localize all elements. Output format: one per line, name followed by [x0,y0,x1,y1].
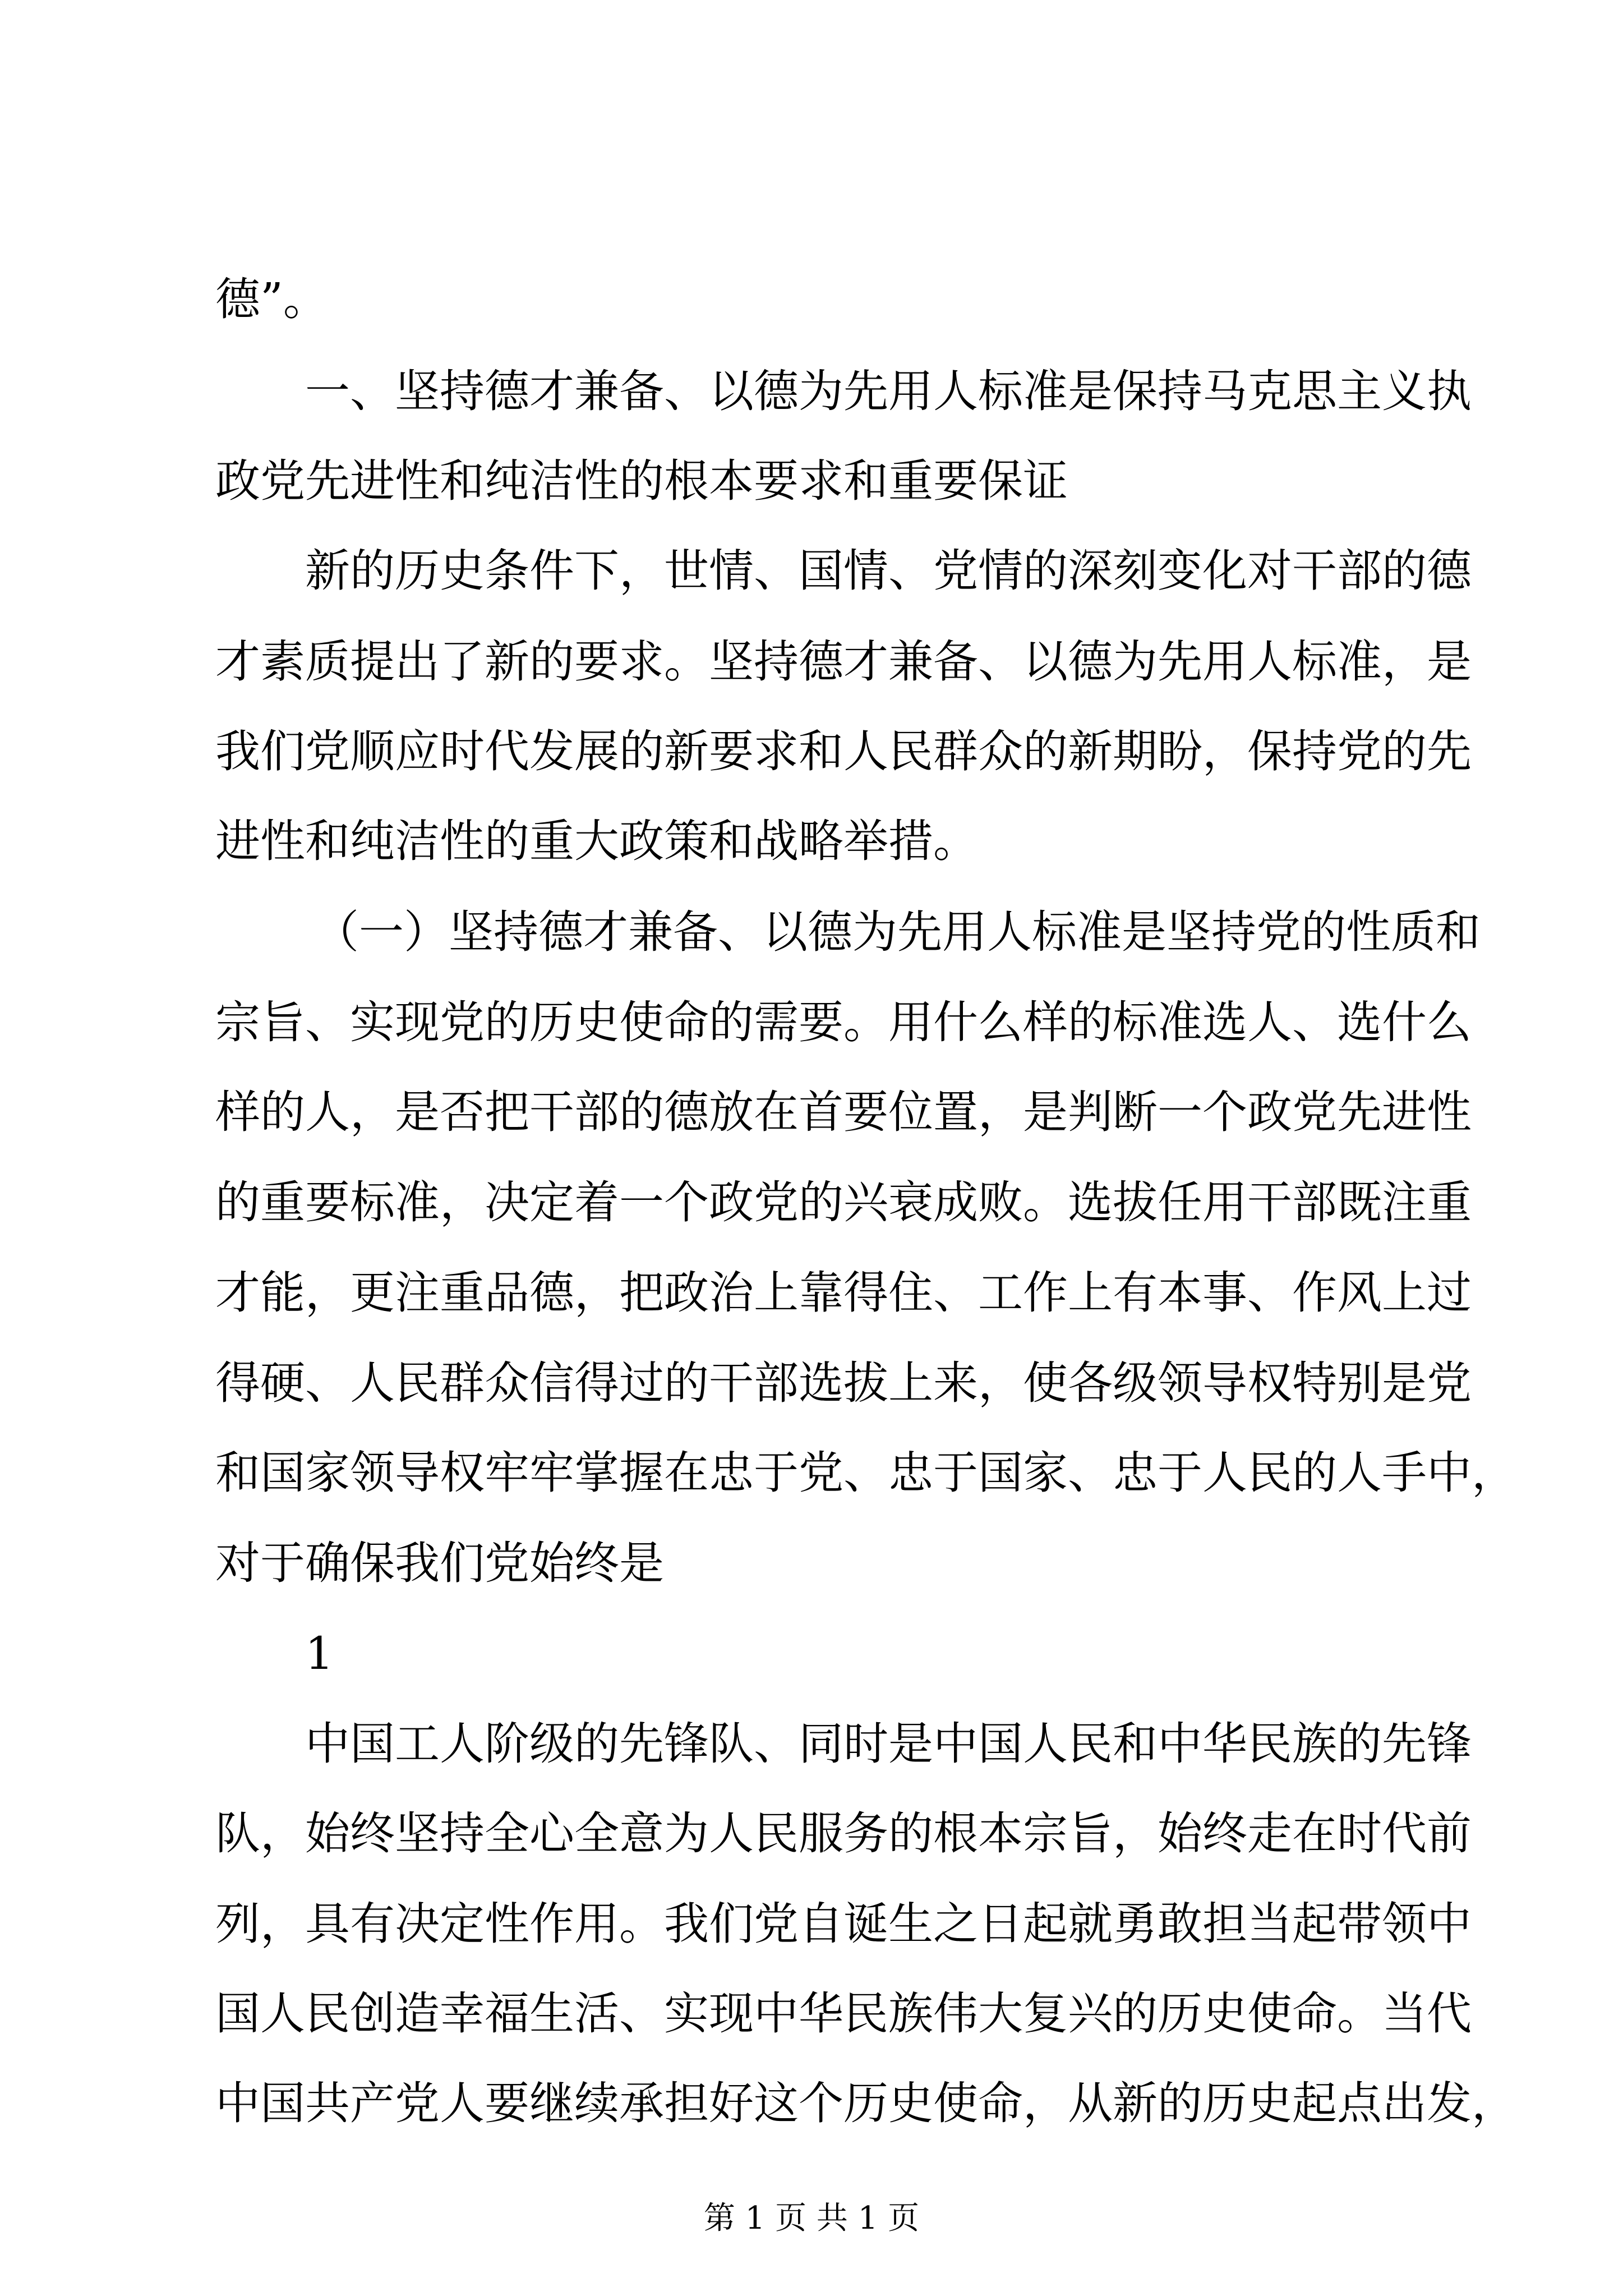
text-line: 宗旨、实现党的历史使命的需要。用什么样的标准选人、选什么 [215,996,1472,1048]
text-line: 对于确保我们党始终是 [215,1537,664,1589]
text-line: 新的历史条件下，世情、国情、党情的深刻变化对干部的德 [305,545,1472,597]
text-line: 我们党顺应时代发展的新要求和人民群众的新期盼，保持党的先 [215,725,1472,777]
subsection-heading-line: （一）坚持德才兼备、以德为先用人标准是坚持党的性质和 [314,906,1481,958]
text-line: 进性和纯洁性的重大政策和战略举措。 [215,815,978,867]
page-footer: 第 1 页 共 1 页 [703,2200,920,2237]
text-line: 才素质提出了新的要求。坚持德才兼备、以德为先用人标准，是 [215,636,1472,688]
text-line: 列，具有决定性作用。我们党自诞生之日起就勇敢担当起带领中 [215,1898,1472,1950]
text-line: 德”。 [215,273,328,325]
text-line: 国人民创造幸福生活、实现中华民族伟大复兴的历史使命。当代 [215,1987,1472,2040]
text-line: 的重要标准，决定着一个政党的兴衰成败。选拔任用干部既注重 [215,1176,1472,1228]
text-line: 才能，更注重品德，把政治上靠得住、工作上有本事、作风上过 [215,1267,1472,1319]
section-heading-line: 政党先进性和纯洁性的根本要求和重要保证 [215,455,1068,507]
text-line: 中国工人阶级的先锋队、同时是中国人民和中华民族的先锋 [305,1718,1472,1770]
inline-page-number: 1 [305,1627,334,1680]
text-line: 得硬、人民群众信得过的干部选拔上来，使各级领导权特别是党 [215,1357,1472,1409]
section-heading-line: 一、坚持德才兼备、以德为先用人标准是保持马克思主义执 [305,365,1472,417]
text-line: 和国家领导权牢牢掌握在忠于党、忠于国家、忠于人民的人手中， [215,1447,1516,1499]
text-line: 队，始终坚持全心全意为人民服务的根本宗旨，始终走在时代前 [215,1807,1472,1860]
text-line: 样的人，是否把干部的德放在首要位置，是判断一个政党先进性 [215,1086,1472,1138]
text-line: 中国共产党人要继续承担好这个历史使命，从新的历史起点出发， [215,2077,1516,2129]
